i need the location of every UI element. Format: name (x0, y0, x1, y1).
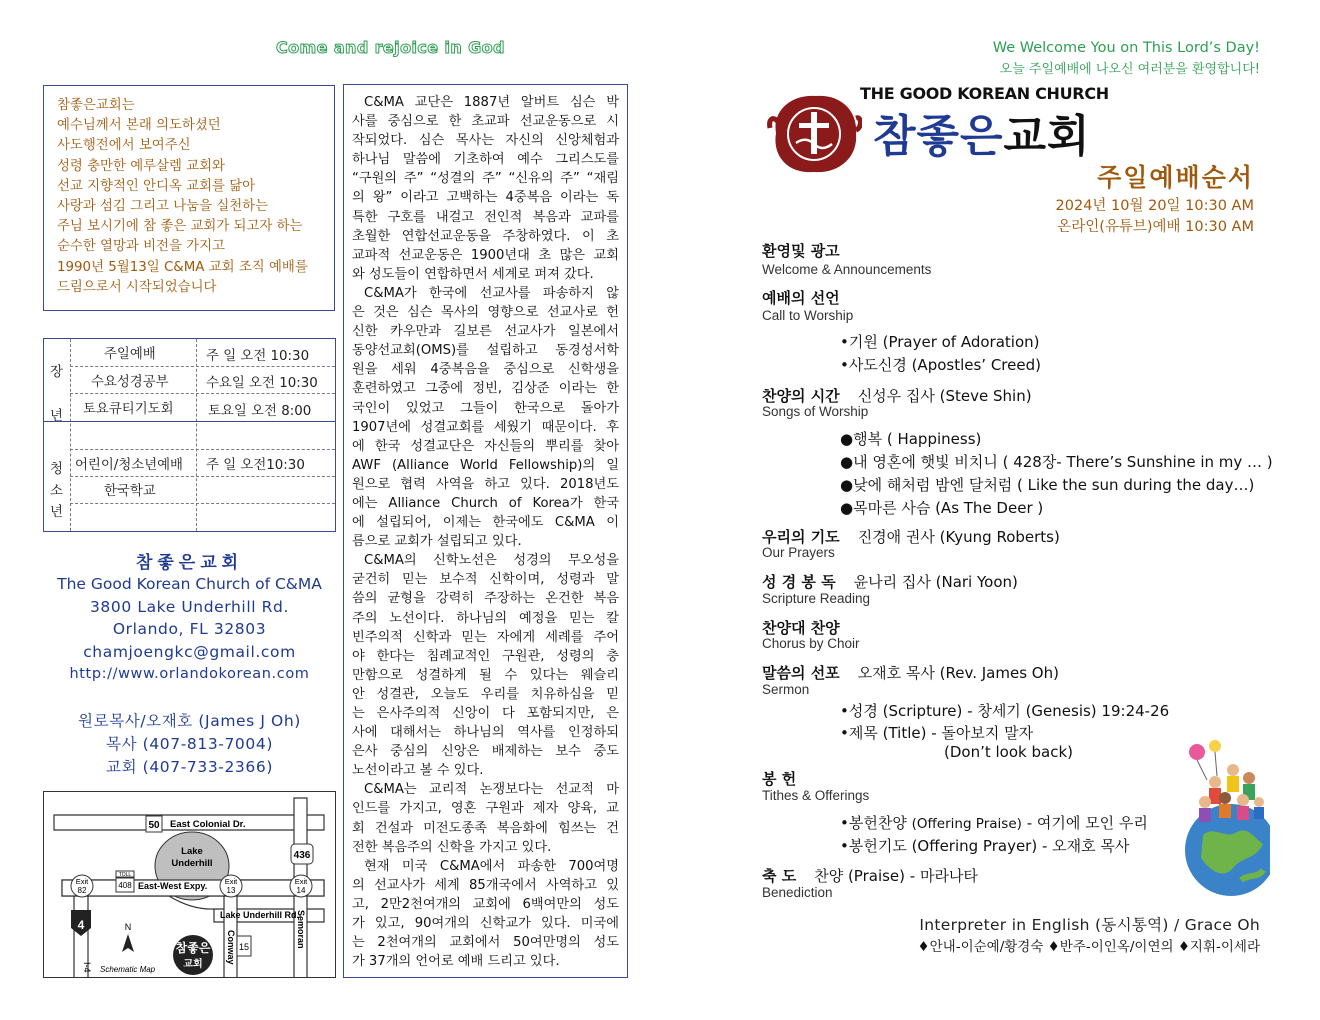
song-item: ●낮에 해처럼 밤엔 달처럼 ( Like the sun during the day…) (840, 476, 1255, 494)
schedule-name: 어린이/청소년예배 (75, 458, 183, 473)
church-map-label: 교회 (183, 959, 203, 970)
history-line: 초월한 연합선교운동을 주창하였다. 이 초 (352, 228, 619, 244)
contact-pastor: 원로목사/오재호 (James J Oh) (78, 712, 301, 730)
history-line: 1907년에 성결교회를 세웠기 때문이다. 후 (352, 419, 619, 435)
service-date: 2024년 10월 20일 10:30 AM (1055, 198, 1254, 214)
sermon-title: •제목 (Title) - 돌아보지 말자 (840, 724, 1034, 742)
exit-13-label: 13 (226, 886, 236, 895)
welcome-english: We Welcome You on This Lord’s Day! (992, 40, 1260, 56)
section-scripture-subtitle: Scripture Reading (762, 591, 871, 606)
song-item: ●행복 ( Happiness) (840, 430, 982, 448)
vision-line: 사랑과 섬김 그리고 나눔을 실천하는 (57, 199, 269, 215)
history-line: 교파적 선교운동은 1900년대 초 많은 교회 (352, 247, 619, 263)
schedule-name: 토요큐티기도회 (83, 402, 174, 417)
route-436-label: 436 (293, 850, 311, 861)
schedule-time: 주 일 오전 10:30 (206, 349, 310, 364)
section-call-title: 예배의 선언 (762, 289, 840, 307)
history-line: 원을 세워 4중복음을 중심으로 신학생을 (352, 362, 619, 378)
history-line: 빈주의적 신학과 믿는 자에게 세례를 주어 (352, 629, 619, 645)
history-line: 하나님 말씀에 기초하여 예수 그리스도를 (352, 152, 619, 168)
church-name-part1: 참좋은 (873, 111, 1004, 162)
history-line: 인드를 가지고, 영혼 구원과 제자 양육, 교 (352, 801, 619, 817)
section-sermon-leader: 오재호 목사 (Rev. James Oh) (857, 664, 1059, 682)
section-songs-subtitle: Songs of Worship (762, 404, 869, 419)
history-line: 동양선교회(OMS)를 설립하고 동경성서학 (352, 343, 619, 359)
history-line: 사를 중심으로 한 초교파 선교운동으로 시 (352, 114, 619, 130)
schedule-name: 주일예배 (104, 347, 156, 362)
lake-label: Underhill (171, 858, 213, 869)
history-line: 는 은사주의적 신앙이 다 포함되지만, 은 (352, 706, 619, 721)
interpreter-line: Interpreter in English (동시통역) / Grace Oh (919, 916, 1260, 934)
vision-line: 1990년 5월13일 C&MA 교회 조직 예배를 (57, 259, 308, 275)
history-line: 가 있고, 90여개의 신학교가 있다. 미국에 (352, 916, 619, 932)
globe-children-illustration (1185, 740, 1270, 900)
order-of-worship-title: 주일예배순서 (1097, 163, 1254, 192)
church-map-label: 참좋은 (175, 941, 211, 955)
east-colonial-label: East Colonial Dr. (170, 819, 246, 830)
history-line: 와 성도들이 연합하면서 세계로 퍼져 갔다. (352, 266, 594, 282)
i4-label: I-4 (82, 962, 92, 973)
history-line: 의 선교사가 세계 85개국에서 사역하고 있 (352, 877, 619, 893)
sermon-title-english: (Don’t look back) (944, 743, 1073, 761)
exit-82-label: Exit (75, 877, 89, 886)
section-prayer-subtitle: Our Prayers (762, 545, 835, 560)
history-line: 은사 중심의 신앙은 배제하는 보수 중도 (352, 744, 619, 760)
route-15-label: 15 (238, 942, 250, 952)
group-label-youth: 년 (50, 505, 63, 520)
east-west-label: East-West Expy. (138, 881, 208, 891)
history-line: 전한 복음주의 신학을 가지고 있다. (352, 839, 552, 855)
history-line: 가 37개의 언어로 예배 드리고 있다. (352, 954, 560, 970)
song-item: ●목마른 사슴 (As The Deer ) (840, 499, 1044, 517)
history-line: 안 성결관, 오늘도 우리를 치유하심을 믿 (352, 686, 619, 702)
contact-address-line1: 3800 Lake Underhill Rd. (89, 598, 290, 616)
history-line: 은 것은 심슨 목사의 영향으로 선교사로 헌 (352, 305, 619, 321)
exit-14-label: 14 (296, 886, 306, 895)
history-line: C&MA는 교리적 논쟁보다는 선교적 마 (364, 782, 619, 798)
offering-prayer: •봉헌기도 (Offering Prayer) - 오재호 목사 (840, 837, 1130, 855)
history-line: 고, 2만2천여개의 교회에 6백여만의 성도 (352, 896, 619, 912)
history-line: 사에 대해서는 하나님의 역사를 인정하되 (352, 725, 619, 741)
history-line: 씀의 균형을 강력히 주장하는 온건한 복음 (352, 591, 619, 607)
tagline: Come and rejoice in God (276, 38, 505, 57)
vision-line: 참좋은교회는 (57, 98, 135, 113)
vision-line: 사도행전에서 보여주신 (57, 138, 191, 154)
offering-praise-english: (Offering Praise) (911, 816, 1022, 832)
history-line: 에는 Alliance Church of Korea가 한국 (352, 495, 619, 511)
section-sermon-title: 말씀의 선포 (762, 664, 840, 682)
section-benediction-leader: 찬양 (Praise) - 마라나타 (814, 867, 978, 885)
vision-line: 주님 보시기에 참 좋은 교회가 되고자 하는 (57, 219, 303, 235)
section-welcome-title: 환영및 광고 (762, 242, 840, 260)
group-label-youth: 청 (50, 462, 63, 477)
exit-82-label: 82 (77, 886, 87, 895)
history-line: 회 건설과 미전도종족 복음화에 힘쓰는 건 (352, 820, 619, 836)
history-line: 굳건히 믿는 보수적 신학이며, 성령과 말 (352, 572, 619, 588)
offering-praise-song: - 여기에 모인 우리 (1026, 814, 1148, 832)
contact-church-name: 참좋은교회 (135, 553, 244, 573)
history-line: 에 설립되어, 이제는 한국에도 C&MA 이 (352, 515, 619, 531)
history-line: 작되었다. 심슨 목사는 자신의 신앙체험과 (352, 133, 619, 149)
history-line: 름으로 교회가 설립되고 있다. (352, 534, 522, 550)
group-label-adult: 장 (50, 365, 63, 380)
section-benediction-subtitle: Benediction (762, 885, 833, 900)
history-line: 현재 미국 C&MA에서 파송한 700여명 (364, 858, 619, 874)
exit-14-label: Exit (294, 877, 308, 886)
schedule-name: 수요성경공부 (91, 375, 169, 390)
contact-address-line2: Orlando, FL 32803 (112, 620, 267, 638)
sermon-scripture: •성경 (Scripture) - 창세기 (Genesis) 19:24-26 (840, 702, 1170, 720)
toll-label: TOLL (118, 872, 132, 878)
schedule-time: 수요일 오전 10:30 (206, 376, 318, 391)
church-name-korean (873, 100, 1091, 164)
history-line: 주의 노선이다. 하나님의 예정을 믿는 칼 (352, 610, 619, 626)
section-songs-leader: 신성우 집사 (Steve Shin) (857, 387, 1032, 405)
history-line: 신한 카우만과 길보른 선교사가 일본에서 (352, 324, 619, 340)
section-scripture-title: 성 경 봉 독 (762, 573, 836, 591)
history-line: 훈련하였고 그중에 정빈, 김상준 이라는 한 (352, 381, 619, 397)
section-prayer-leader: 진경애 권사 (Kyung Roberts) (857, 528, 1060, 546)
history-line: 원으로 협력 사역을 하고 있다. 2018년도 (352, 476, 619, 492)
history-line: 의 왕” 이라고 고백하는 4중복음 이라는 독 (352, 190, 619, 206)
schedule-table (43, 338, 336, 532)
section-choir-subtitle: Chorus by Choir (762, 636, 860, 651)
conway-label: Conway (226, 930, 236, 965)
section-songs-title: 찬양의 시간 (762, 387, 840, 405)
contact-website-link[interactable]: http://www.orlandokorean.com (69, 666, 310, 682)
exit-13-label: Exit (224, 877, 238, 886)
contact-phone-church: 교회 (407-733-2366) (106, 758, 273, 776)
section-scripture-leader: 윤나리 집사 (Nari Yoon) (853, 573, 1018, 591)
north-label: N (124, 922, 132, 932)
vision-line: 선교 지향적인 안디옥 교회를 닮아 (57, 178, 256, 194)
vision-line: 성령 충만한 예루살렘 교회와 (57, 158, 225, 174)
schedule-time: 주 일 오전10:30 (206, 458, 305, 473)
vision-line: 드림으로서 시작되었습니다 (57, 279, 217, 295)
history-line: C&MA 교단은 1887년 알버트 심슨 박 (364, 95, 619, 110)
welcome-korean: 오늘 주일예배에 나오신 여러분을 환영합니다! (999, 62, 1260, 77)
group-label-adult: 년 (50, 409, 63, 424)
history-line: C&MA의 신학노선은 성경의 무오성을 (364, 553, 619, 569)
church-name-english: THE GOOD KOREAN CHURCH (860, 84, 1109, 103)
schedule-time: 토요일 오전 8:00 (208, 404, 312, 419)
church-name-part2: 교회 (1003, 111, 1091, 162)
route-408-label: 408 (118, 881, 132, 890)
call-item: •사도신경 (Apostles’ Creed) (840, 356, 1041, 374)
section-sermon-subtitle: Sermon (762, 682, 810, 697)
history-line: 는 2천여개의 교회에서 50여만명의 성도 (352, 935, 619, 951)
lake-label: Lake (181, 846, 203, 857)
semoran-label: Semoran (296, 910, 306, 949)
vision-line: 예수님께서 본래 의도하셨던 (57, 118, 221, 134)
history-line: 야 한다는 침례교적인 구원관, 성령의 충 (352, 648, 619, 664)
online-service-time: 온라인(유튜브)예배 10:30 AM (1057, 219, 1254, 235)
contact-phone-pastor: 목사 (407-813-7004) (106, 735, 273, 753)
vision-line: 순수한 열망과 비전을 가지고 (57, 239, 225, 255)
section-offering-title: 봉 헌 (762, 770, 797, 788)
history-line: “구원의 주” “성결의 주” “신유의 주” “재림 (352, 171, 619, 187)
map-caption: Schematic Map (100, 965, 156, 974)
history-line: C&MA가 한국에 선교사를 파송하지 않 (364, 285, 619, 301)
contact-church-full-name: The Good Korean Church of C&MA (57, 575, 322, 593)
section-choir-title: 찬양대 찬양 (762, 619, 840, 637)
call-item: •기원 (Prayer of Adoration) (840, 333, 1040, 351)
history-line: 국인이 있었고 그들이 한국으로 돌아가 (352, 400, 619, 416)
group-label-youth: 소 (50, 484, 63, 499)
section-welcome-subtitle: Welcome & Announcements (762, 262, 932, 277)
offering-praise-label: •봉헌찬양 (840, 814, 907, 832)
schematic-map (43, 791, 336, 978)
route-4-label: 4 (77, 918, 85, 932)
history-line: 노선이라고 볼 수 있다. (352, 763, 484, 779)
history-line: 에 한국 성결교단은 자신들의 뿌리를 찾아 (352, 438, 619, 454)
history-column (343, 84, 628, 978)
church-emblem-icon (766, 88, 862, 178)
contact-email-link[interactable]: chamjoengkc@gmail.com (83, 643, 296, 661)
song-item: ●내 영혼에 햇빛 비치니 ( 428장- There’s Sunshine in my … ) (840, 453, 1273, 471)
section-offering-subtitle: Tithes & Offerings (762, 788, 870, 803)
lake-underhill-rd-label: Lake Underhill Rd. (220, 910, 300, 920)
vision-box (43, 85, 335, 311)
section-call-subtitle: Call to Worship (762, 308, 854, 323)
history-line: AWF (Alliance World Fellowship)의 일 (352, 457, 619, 473)
section-benediction-title: 축 도 (762, 867, 797, 885)
schedule-name: 한국학교 (104, 484, 156, 499)
history-line: 만함으로 성결하게 될 수 있다는 웨슬리 (352, 667, 619, 683)
offering-praise (840, 812, 1148, 833)
section-prayer-title: 우리의 기도 (762, 528, 840, 546)
helpers-line: ♦안내-이순예/황경숙 ♦반주-이인옥/이연의 ♦지휘-이세라 (917, 939, 1260, 955)
history-line: 특한 구호를 내걸고 전인적 복음과 교파를 (352, 209, 619, 225)
route-50-label: 50 (148, 820, 160, 831)
